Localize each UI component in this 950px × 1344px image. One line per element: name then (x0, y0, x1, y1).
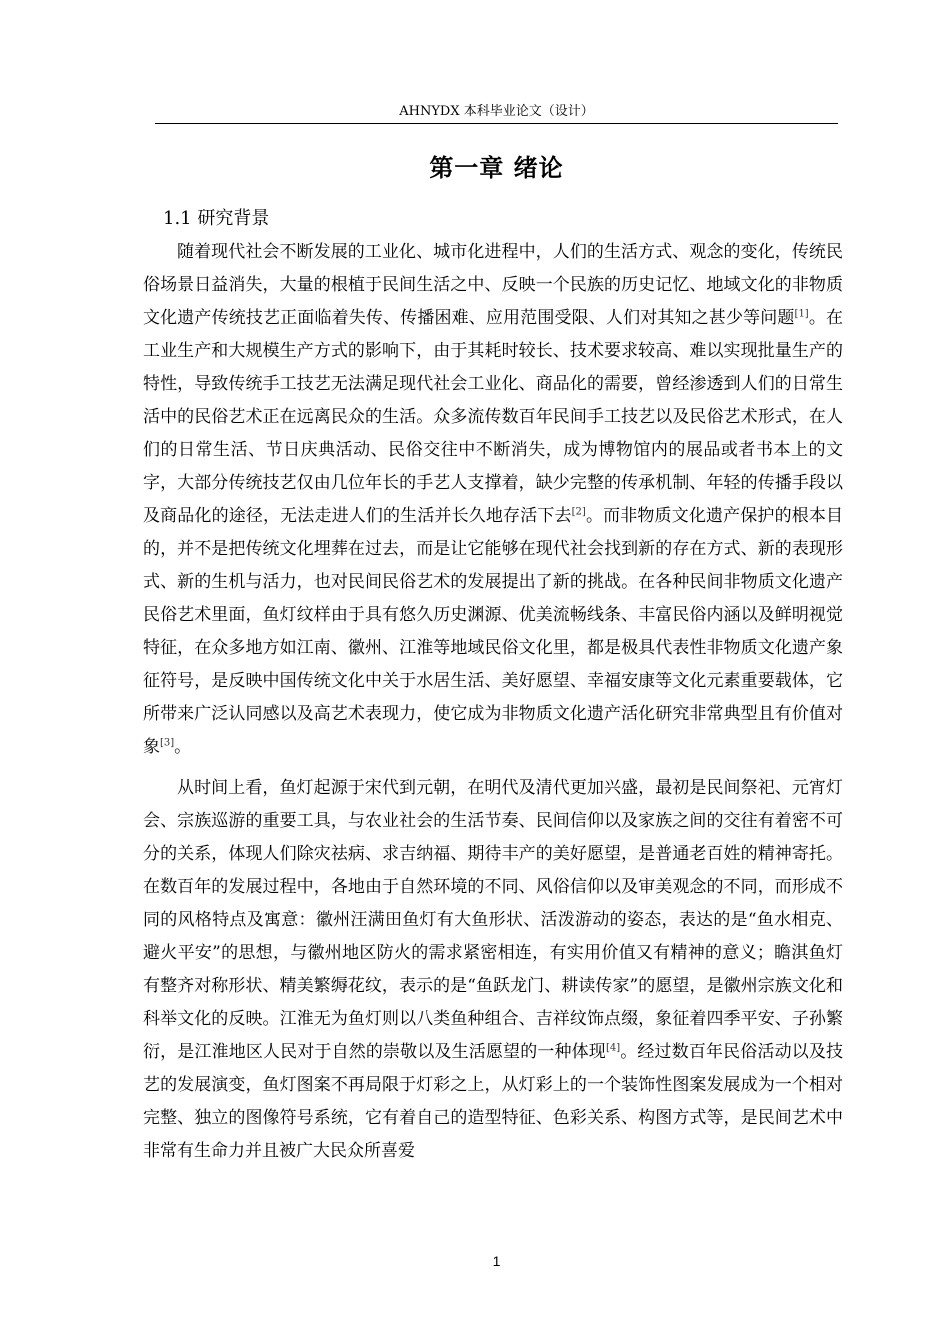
page-number: 1 (492, 1253, 501, 1269)
paragraph-text: 。而非物质文化遗产保护的根本目的，并不是把传统文化埋葬在过去，而是让它能够在现代社会找到新的存在方式、新的表现形式、新的生机与活力，也对民间民俗艺术的发展提出了新的挑战。在各种民间非物质文化遗产民俗艺术里面，鱼灯纹样由于具有悠久历史渊源、优美流畅线条、丰富民俗内涵以及鲜明视觉特征，在众多地方如江南、徽州、江淮等地域民俗文化里，都是极具代表性非物质文化遗产象征符号，是反映中国传统文化中关于水居生活、美好愿望、幸福安康等文化元素重要载体，它所带来广泛认同感以及高艺术表现力，使它成为非物质文化遗产活化研究非常典型且有价值对象 (143, 506, 844, 757)
paragraph-text: 从时间上看，鱼灯起源于宋代到元朝，在明代及清代更加兴盛，最初是民间祭祀、元宵灯会、宗族巡游的重要工具，与农业社会的生活节奏、民间信仰以及家族之间的交往有着密不可分的关系，体现人们除灾祛病、求吉纳福、期待丰产的美好愿望，是普通老百姓的精神寄托。在数百年的发展过程中，各地由于自然环境的不同、风俗信仰以及审美观念的不同，而形成不同的风格特点及寓意：徽州汪满田鱼灯有大鱼形状、活泼游动的姿态，表达的是“鱼水相克、避火平安”的思想，与徽州地区防火的需求紧密相连，有实用价值又有精神的意义；瞻淇鱼灯有整齐对称形状、精美繁缛花纹，表示的是“鱼跃龙门、耕读传家”的愿望，是徽州宗族文化和科举文化的反映。江淮无为鱼灯则以八类鱼种组合、吉祥纹饰点缀，象征着四季平安、子孙繁衍，是江淮地区人民对于自然的崇敬以及生活愿望的一种体现 (143, 778, 843, 1062)
header-rule (155, 123, 838, 124)
citation-4[interactable]: [4] (605, 1042, 621, 1054)
citation-1[interactable]: [1] (794, 308, 809, 320)
paragraph-text: 。 (174, 737, 192, 757)
paragraph-text: 随着现代社会不断发展的工业化、城市化进程中，人们的生活方式、观念的变化，传统民俗场景日益消失，大量的根植于民间生活之中、反映一个民族的历史记忆、地域文化的非物质文化遗产传统技艺正面临着失传、传播困难、应用范围受限、人们对其知之甚少等问题 (143, 242, 843, 328)
paragraph-text: 。在工业生产和大规模生产方式的影响下，由于其耗时较长、技术要求较高、难以实现批量生产的特性，导致传统手工技艺无法满足现代社会工业化、商品化的需要，曾经渗透到人们的日常生活中的民俗艺术正在远离民众的生活。众多流传数百年民间手工技艺以及民俗艺术形式，在人们的日常生活、节日庆典活动、民俗交往中不断消失，成为博物馆内的展品或者书本上的文字，大部分传统技艺仅由几位年长的手艺人支撑着，缺少完整的传承机制、年轻的传播手段以及商品化的途径，无法走进人们的生活并长久地存活下去 (143, 308, 844, 526)
citation-3[interactable]: [3] (160, 737, 175, 749)
running-header: AHNYDX 本科毕业论文（设计） (399, 104, 594, 119)
citation-2[interactable]: [2] (571, 506, 586, 518)
paragraph-text: 。经过数百年民俗活动以及技艺的发展演变，鱼灯图案不再局限于灯彩之上，从灯彩上的一个装饰性图案发展成为一个相对完整、独立的图像符号系统，它有着自己的造型特征、色彩关系、构图方式等，是民间艺术中非常有生命力并且被广大民众所喜爱 (143, 1042, 844, 1161)
body-text (143, 236, 843, 1168)
section-heading: 1.1 研究背景 (163, 208, 270, 229)
paragraph-1 (143, 236, 843, 764)
paragraph-2 (143, 772, 843, 1168)
chapter-title: 第一章 绪论 (429, 154, 564, 182)
